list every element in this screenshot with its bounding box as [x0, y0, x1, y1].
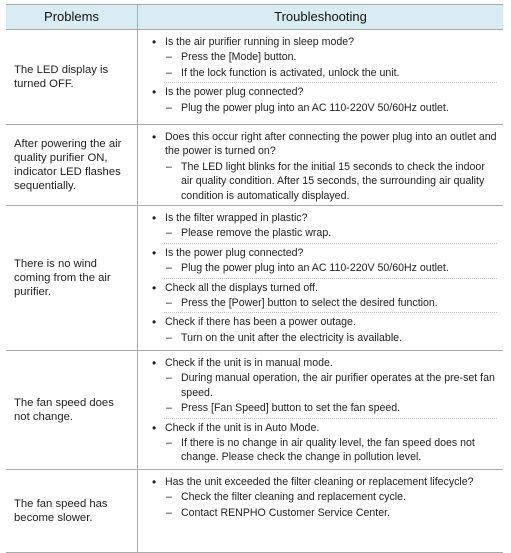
dotted-divider: [164, 243, 497, 244]
check-item: • Check if there has been a power outage.: [148, 315, 497, 329]
check-item: • Is the power plug connected?: [148, 85, 497, 99]
check-item: • Check all the displays turned off.: [148, 281, 497, 295]
problem-text: The fan speed does not change.: [14, 397, 114, 423]
action-item: – Plug the power plug into an AC 110-220V 50/60Hz outlet.: [148, 101, 497, 115]
table-header: [6, 5, 503, 30]
action-item: – Turn on the unit after the electricity is available.: [148, 331, 497, 345]
dotted-divider: [164, 312, 497, 313]
check-item: • Is the power plug connected?: [148, 246, 497, 260]
action-item: – Plug the power plug into an AC 110-220V 50/60Hz outlet.: [148, 261, 497, 275]
problem-text: After powering the air quality purifier ON, indicator LED flashes sequentially.: [14, 138, 122, 192]
problem-cell: [6, 351, 138, 469]
table-row: [6, 125, 503, 206]
check-item: • Has the unit exceeded the filter cleaning or replacement lifecycle?: [148, 475, 497, 489]
table-row: [6, 470, 503, 552]
problem-text: There is no wind coming from the air purifier.: [14, 258, 111, 298]
check-item: • Is the filter wrapped in plastic?: [148, 211, 497, 225]
problem-cell: [6, 470, 138, 552]
problem-cell: [6, 30, 138, 124]
table-row: [6, 30, 503, 125]
troubleshooting-cell: [138, 125, 503, 205]
problem-text: The LED display is turned OFF.: [14, 64, 109, 90]
action-item: – If there is no change in air quality level, the fan speed does not change. Please check the change in pollution level.: [148, 436, 497, 465]
problem-cell: [6, 125, 138, 205]
dotted-divider: [164, 418, 497, 419]
check-item: • Check if the unit is in manual mode.: [148, 356, 497, 370]
troubleshooting-cell: [138, 30, 503, 124]
action-item: – Press the [Power] button to select the desired function.: [148, 296, 497, 310]
dotted-divider: [164, 278, 497, 279]
troubleshooting-table: [6, 4, 503, 553]
troubleshooting-header-label: Troubleshooting: [274, 8, 367, 24]
table-row: [6, 351, 503, 470]
problems-header-label: Problems: [44, 9, 99, 24]
action-item: – Press [Fan Speed] button to set the fan speed.: [148, 401, 497, 415]
dotted-divider: [164, 82, 497, 83]
action-item: – The LED light blinks for the initial 15 seconds to check the indoor air quality condition. After 15 seconds, the surrounding air quality condition is automatically displayed.: [148, 160, 497, 203]
problem-text: The fan speed has become slower.: [14, 498, 108, 524]
problem-cell: [6, 206, 138, 350]
table-body: [6, 30, 503, 552]
action-item: – Press the [Mode] button.: [148, 50, 497, 64]
problems-column-header: [6, 5, 138, 29]
action-item: – If the lock function is activated, unlock the unit.: [148, 66, 497, 80]
action-item: – Contact RENPHO Customer Service Center.: [148, 506, 497, 520]
action-item: – During manual operation, the air purifier operates at the pre-set fan speed.: [148, 371, 497, 400]
action-item: – Check the filter cleaning and replacement cycle.: [148, 490, 497, 504]
troubleshooting-column-header: [138, 5, 503, 29]
troubleshooting-cell: [138, 470, 503, 552]
troubleshooting-cell: [138, 206, 503, 350]
troubleshooting-cell: [138, 351, 503, 469]
check-item: • Is the air purifier running in sleep mode?: [148, 35, 497, 49]
table-row: [6, 206, 503, 351]
check-item: • Does this occur right after connecting the power plug into an outlet and the power is turned on?: [148, 130, 497, 159]
action-item: – Please remove the plastic wrap.: [148, 226, 497, 240]
check-item: • Check if the unit is in Auto Mode.: [148, 421, 497, 435]
